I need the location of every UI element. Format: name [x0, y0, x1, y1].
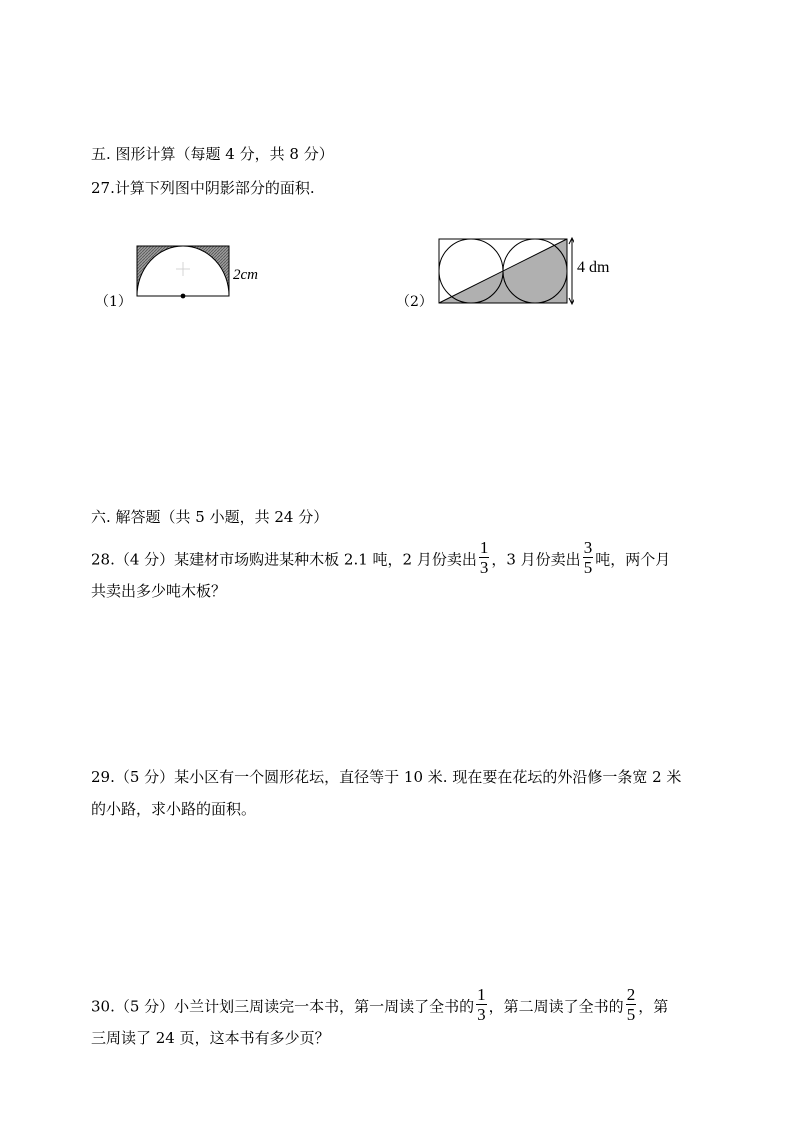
figure-2-label: （2） — [396, 294, 433, 310]
question-29-line-2: 的小路，求小路的面积。 — [91, 800, 257, 818]
q28-text-part-3: 吨，两个月 — [595, 550, 671, 569]
section-5-heading: 五. 图形计算（每题 4 分，共 8 分） — [91, 145, 334, 163]
question-27-text: 27.计算下列图中阴影部分的面积. — [91, 179, 315, 197]
q30-fraction-1: $\frac{1}{3}$ — [477, 985, 486, 1024]
q28-fraction-2: $\frac{3}{5}$ — [583, 538, 593, 577]
q30-text-part-2: ，第二周读了全书的 — [488, 997, 624, 1016]
question-28-line-2: 共卖出多少吨木板？ — [91, 582, 227, 600]
q30-fraction-2: $\frac{2}{5}$ — [626, 985, 636, 1024]
figure-2-dimension: 4 dm — [577, 259, 610, 276]
q28-fraction-1: $\frac{1}{3}$ — [479, 538, 489, 577]
question-30-line-1 — [91, 985, 669, 1026]
figure-2-two-circles — [434, 234, 574, 306]
q28-text-part-1: 28.（4 分）某建材市场购进某种木板 2.1 吨，2 月份卖出 — [91, 550, 477, 569]
figure-1-label: （1） — [95, 294, 132, 310]
q30-text-part-1: 30.（5 分）小兰计划三周读完一本书，第一周读了全书的 — [91, 997, 475, 1016]
q30-text-part-3: ，第 — [638, 997, 669, 1016]
question-29-line-1: 29.（5 分）某小区有一个圆形花坛，直径等于 10 米. 现在要在花坛的外沿修一条宽 2 米 — [91, 768, 682, 786]
figure-1-dimension: 2cm — [233, 267, 258, 283]
section-6-heading: 六. 解答题（共 5 小题，共 24 分） — [91, 508, 329, 526]
question-28-line-1 — [91, 538, 671, 579]
question-30-line-2: 三周读了 24 页，这本书有多少页？ — [91, 1029, 330, 1047]
q28-text-part-2: ，3 月份卖出 — [491, 550, 581, 569]
